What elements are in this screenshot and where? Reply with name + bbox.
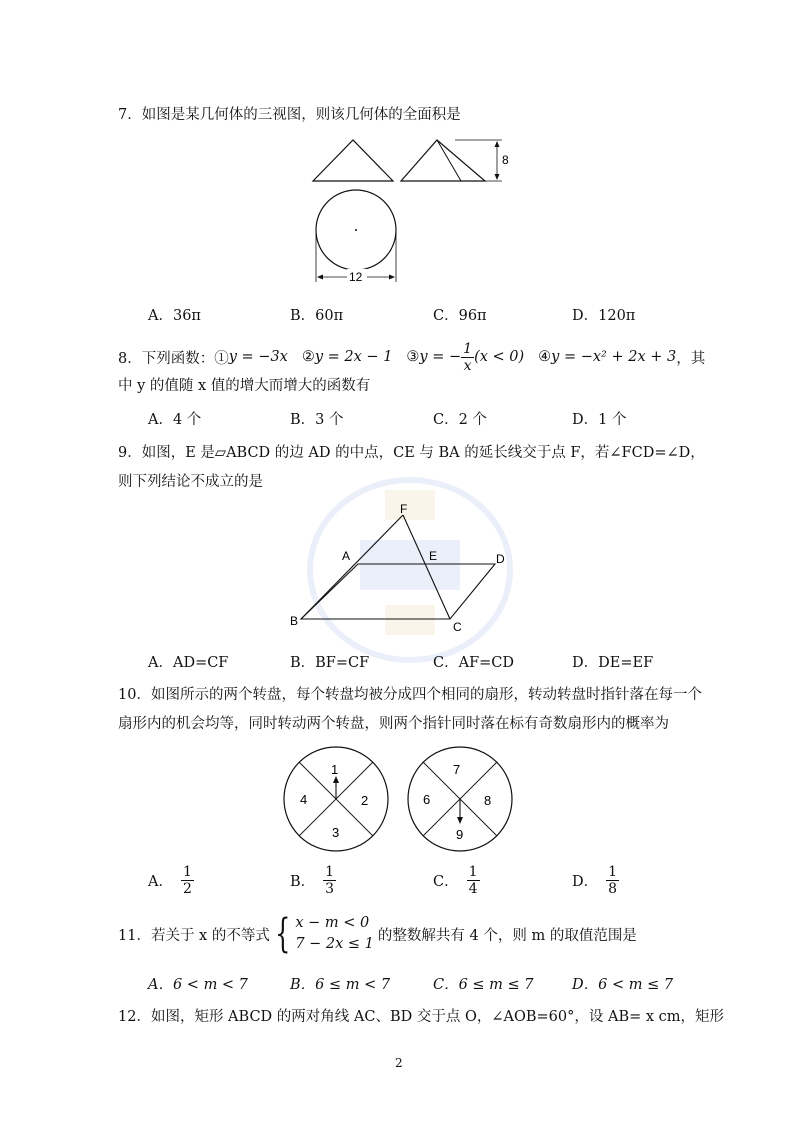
q9-option-b: B．BF=CF [290, 655, 370, 671]
q8-suffix: ，其 [676, 350, 706, 367]
q8-circle-3: ③ [406, 349, 420, 365]
q10-option-b [290, 864, 336, 897]
q10-option-a-num: 1 [182, 864, 192, 880]
q10-option-b-den: 3 [325, 881, 335, 897]
parallelogram-abcd [301, 564, 495, 619]
q12-line1: 12．如图，矩形 ABCD 的两对角线 AC、BD 交于点 O，∠AOB=60°，设 AB= x cm，矩形 [118, 1009, 725, 1025]
point-e-label: E [429, 549, 438, 563]
q8-option-d: D．1 个 [572, 412, 627, 428]
q10-option-a-fraction [181, 864, 194, 897]
front-view-triangle [313, 140, 393, 181]
q11-option-c: C．6 ≤ m ≤ 7 [433, 977, 534, 993]
spinner-2-sector-top: 7 [453, 762, 461, 777]
q8-option-c: C．2 个 [433, 412, 487, 428]
q10-line2: 扇形内的机会均等，同时转动两个转盘，则两个指针同时落在标有奇数扇形内的概率为 [118, 716, 669, 732]
q8-function-2: y = 2x − 1 [314, 349, 393, 365]
q8-function-3-lead: y = − [419, 349, 462, 365]
page-number: 2 [395, 1056, 403, 1070]
q11-suffix: 的整数解共有 4 个，则 m 的取值范围是 [377, 927, 637, 944]
point-b-label: B [290, 614, 299, 628]
q10-line1: 10．如图所示的两个转盘，每个转盘均被分成四个相同的扇形，转动转盘时指针落在每一个 [118, 687, 702, 703]
q10-option-d-num: 1 [608, 864, 618, 880]
q8-fraction-denominator: x [463, 357, 472, 374]
point-d-label: D [496, 552, 505, 566]
point-c-label: C [453, 620, 462, 634]
q7-option-d: D．120π [572, 308, 636, 324]
q10-option-c-letter: C． [433, 874, 459, 890]
line-bf [301, 515, 403, 619]
q10-option-d-fraction [606, 864, 619, 897]
q10-option-c [433, 864, 480, 897]
q10-option-b-num: 1 [325, 864, 335, 880]
q8-line1 [118, 337, 705, 377]
q11-brace: { [274, 911, 291, 957]
q11-system [295, 913, 374, 955]
q8-option-b: B．3 个 [290, 412, 344, 428]
width-label: 12 [349, 270, 363, 284]
q10-spinners-figure [280, 742, 525, 857]
q10-option-a [148, 864, 194, 897]
side-view-inner-line [437, 140, 461, 181]
q10-option-b-fraction [323, 864, 336, 897]
q8-function-3-domain: (x < 0) [474, 349, 525, 365]
spinner-2-sector-right: 8 [484, 793, 492, 808]
q10-option-a-letter: A． [148, 874, 173, 890]
q11-inequality-1: x − m < 0 [295, 915, 370, 931]
q8-function-3-fraction [461, 341, 474, 374]
q8-circle-2: ② [301, 349, 315, 365]
q9-option-a: A．AD=CF [148, 655, 229, 671]
q8-prefix: 8．下列函数：① [118, 350, 229, 367]
spinner-2-sector-bottom: 9 [456, 827, 464, 842]
q11-option-a: A．6 < m < 7 [148, 977, 248, 993]
point-f-label: F [400, 503, 408, 516]
spinner-2-sector-left: 6 [423, 792, 431, 807]
q8-function-1: y = −3x [228, 349, 288, 365]
q10-option-a-den: 2 [182, 881, 192, 897]
q7-option-c: C．96π [433, 308, 487, 324]
q10-option-d [572, 864, 619, 897]
q11-option-b: B．6 ≤ m < 7 [290, 977, 391, 993]
q11-prefix: 11．若关于 x 的不等式 [118, 927, 270, 944]
q8-circle-4: ④ [538, 349, 552, 365]
q9-line2: 则下列结论不成立的是 [118, 474, 263, 490]
q8-function-4: y = −x² + 2x + 3 [551, 349, 677, 365]
q8-line2: 中 y 的值随 x 值的增大而增大的函数有 [118, 378, 371, 394]
q10-option-c-den: 4 [468, 881, 478, 897]
q10-option-c-num: 1 [468, 864, 478, 880]
q9-option-c: C．AF=CD [433, 655, 514, 671]
q11-line [118, 912, 637, 956]
line-fc [403, 515, 450, 619]
q10-option-b-letter: B． [290, 874, 316, 890]
side-view-triangle [401, 140, 485, 181]
spinner-1-sector-left: 4 [300, 792, 308, 807]
q7-option-a: A．36π [148, 308, 201, 324]
q8-option-a: A．4 个 [148, 412, 202, 428]
q7-three-view-figure [305, 135, 520, 290]
q10-option-d-letter: D． [572, 874, 599, 890]
q9-parallelogram-figure [288, 503, 523, 635]
spinner-1-sector-right: 2 [361, 793, 369, 808]
spinner-1-sector-bottom: 3 [332, 825, 340, 840]
q11-inequality-2: 7 − 2x ≤ 1 [295, 936, 374, 952]
q11-option-d: D．6 < m ≤ 7 [572, 977, 674, 993]
point-a-label: A [342, 549, 351, 563]
q9-option-d: D．DE=EF [572, 655, 654, 671]
q10-option-c-fraction [467, 864, 480, 897]
q7-option-b: B．60π [290, 308, 344, 324]
spinner-1-sector-top: 1 [331, 762, 339, 777]
height-label: 8 [502, 153, 509, 167]
q7-stem: 7．如图是某几何体的三视图，则该几何体的全面积是 [118, 107, 461, 123]
q10-option-d-den: 8 [608, 881, 618, 897]
q8-fraction-numerator: 1 [463, 340, 473, 357]
q9-line1: 9．如图，E 是▱ABCD 的边 AD 的中点，CE 与 BA 的延长线交于点 F，若∠FCD=∠D， [118, 445, 705, 461]
